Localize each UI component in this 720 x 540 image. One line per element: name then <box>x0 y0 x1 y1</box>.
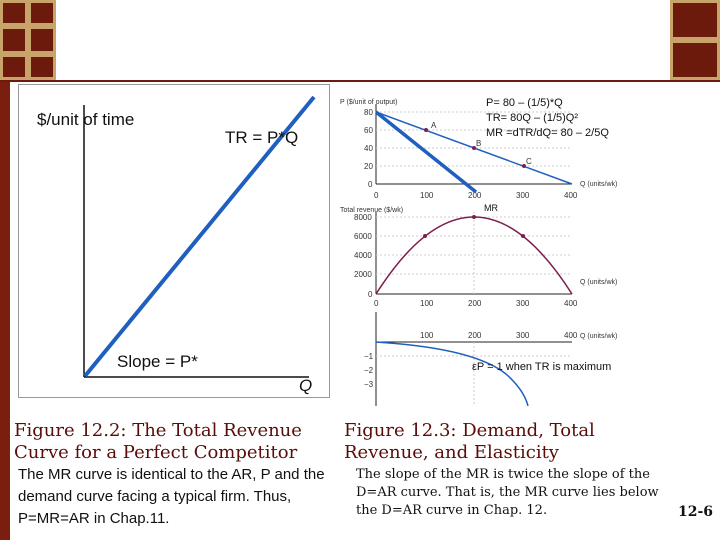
slide-number: 12-6 <box>678 504 714 520</box>
mid-y-label: Total revenue ($/wk) <box>340 207 404 214</box>
decorative-tiles-left <box>0 0 60 80</box>
tr-point <box>423 234 427 238</box>
tr-max-point <box>472 215 476 219</box>
point-c-label: C <box>526 157 532 166</box>
top-y-tick: 20 <box>364 162 373 171</box>
tile <box>670 0 720 40</box>
bot-y-tick: −3 <box>364 380 374 389</box>
bot-x-tick: 400 <box>564 331 578 340</box>
mid-y-tick: 8000 <box>354 213 372 222</box>
tr-chart <box>19 85 329 397</box>
tile <box>0 26 28 54</box>
top-x-tick: 200 <box>468 191 482 200</box>
top-y-tick: 40 <box>364 144 373 153</box>
slope-label: Slope = P* <box>117 352 198 371</box>
tr-curve-label: TR = P*Q <box>225 128 299 147</box>
mid-y-tick: 4000 <box>354 251 372 260</box>
bot-y-tick: −2 <box>364 366 374 375</box>
mid-x-label: Q (units/wk) <box>580 279 618 286</box>
mid-x-tick: 100 <box>420 299 434 308</box>
top-x-label: Q (units/wk) <box>580 181 618 188</box>
slide-header-band <box>0 0 720 80</box>
top-x-tick: 100 <box>420 191 434 200</box>
top-y-tick: 80 <box>364 108 373 117</box>
left-figure-caption: Figure 12.2: The Total Revenue Curve for a Perfect Competitor <box>14 420 302 463</box>
equation-mr: MR =dTR/dQ= 80 – 2/5Q <box>486 127 609 139</box>
figure-total-revenue-perfect-competitor <box>18 84 330 398</box>
mid-y-tick: 2000 <box>354 270 372 279</box>
tile <box>28 26 56 54</box>
point-a-marker <box>424 128 428 132</box>
top-x-tick: 0 <box>374 191 379 200</box>
tr-point <box>521 234 525 238</box>
top-x-tick: 300 <box>516 191 530 200</box>
top-y-tick: 60 <box>364 126 373 135</box>
point-a-label: A <box>431 121 437 130</box>
mr-label: MR <box>484 203 498 213</box>
mid-y-tick: 0 <box>368 290 373 299</box>
tile <box>28 0 56 26</box>
y-axis-label: $/unit of time <box>37 110 135 129</box>
left-figure-body: The MR curve is identical to the AR, P and the demand curve facing a typical firm. Thus, P=MR=AR in Chap.11. <box>18 466 325 527</box>
mid-x-tick: 200 <box>468 299 482 308</box>
elasticity-curve <box>376 342 528 406</box>
bot-x-label: Q (units/wk) <box>580 333 618 340</box>
mid-x-tick: 300 <box>516 299 530 308</box>
bot-x-tick: 100 <box>420 331 434 340</box>
decorative-tiles-right <box>670 0 720 80</box>
mid-x-tick: 0 <box>374 299 379 308</box>
figure-demand-tr-elasticity <box>336 84 660 412</box>
top-y-tick: 0 <box>368 180 373 189</box>
mr-curve <box>376 112 476 192</box>
equation-tr: TR= 80Q – (1/5)Q² <box>486 112 579 124</box>
header-divider <box>0 80 720 82</box>
right-figure-caption: Figure 12.3: Demand, Total Revenue, and Elasticity <box>344 420 595 463</box>
bot-x-tick: 300 <box>516 331 530 340</box>
mid-y-tick: 6000 <box>354 232 372 241</box>
tile <box>670 40 720 80</box>
point-b-label: B <box>476 139 482 148</box>
tile <box>0 54 28 80</box>
equation-price: P= 80 – (1/5)*Q <box>486 97 563 109</box>
mid-x-tick: 400 <box>564 299 578 308</box>
elasticity-note: εP = 1 when TR is maximum <box>472 361 612 373</box>
bot-y-tick: −1 <box>364 352 374 361</box>
tile <box>28 54 56 80</box>
top-y-label: P ($/unit of output) <box>340 99 398 106</box>
tile <box>0 0 28 26</box>
x-axis-label: Q <box>299 376 313 395</box>
top-x-tick: 400 <box>564 191 578 200</box>
demand-tr-chart <box>336 84 660 412</box>
bot-x-tick: 200 <box>468 331 482 340</box>
right-figure-body: The slope of the MR is twice the slope of the D=AR curve. That is, the MR curve lies below the D=AR curve in Chap. 12. <box>356 467 659 518</box>
